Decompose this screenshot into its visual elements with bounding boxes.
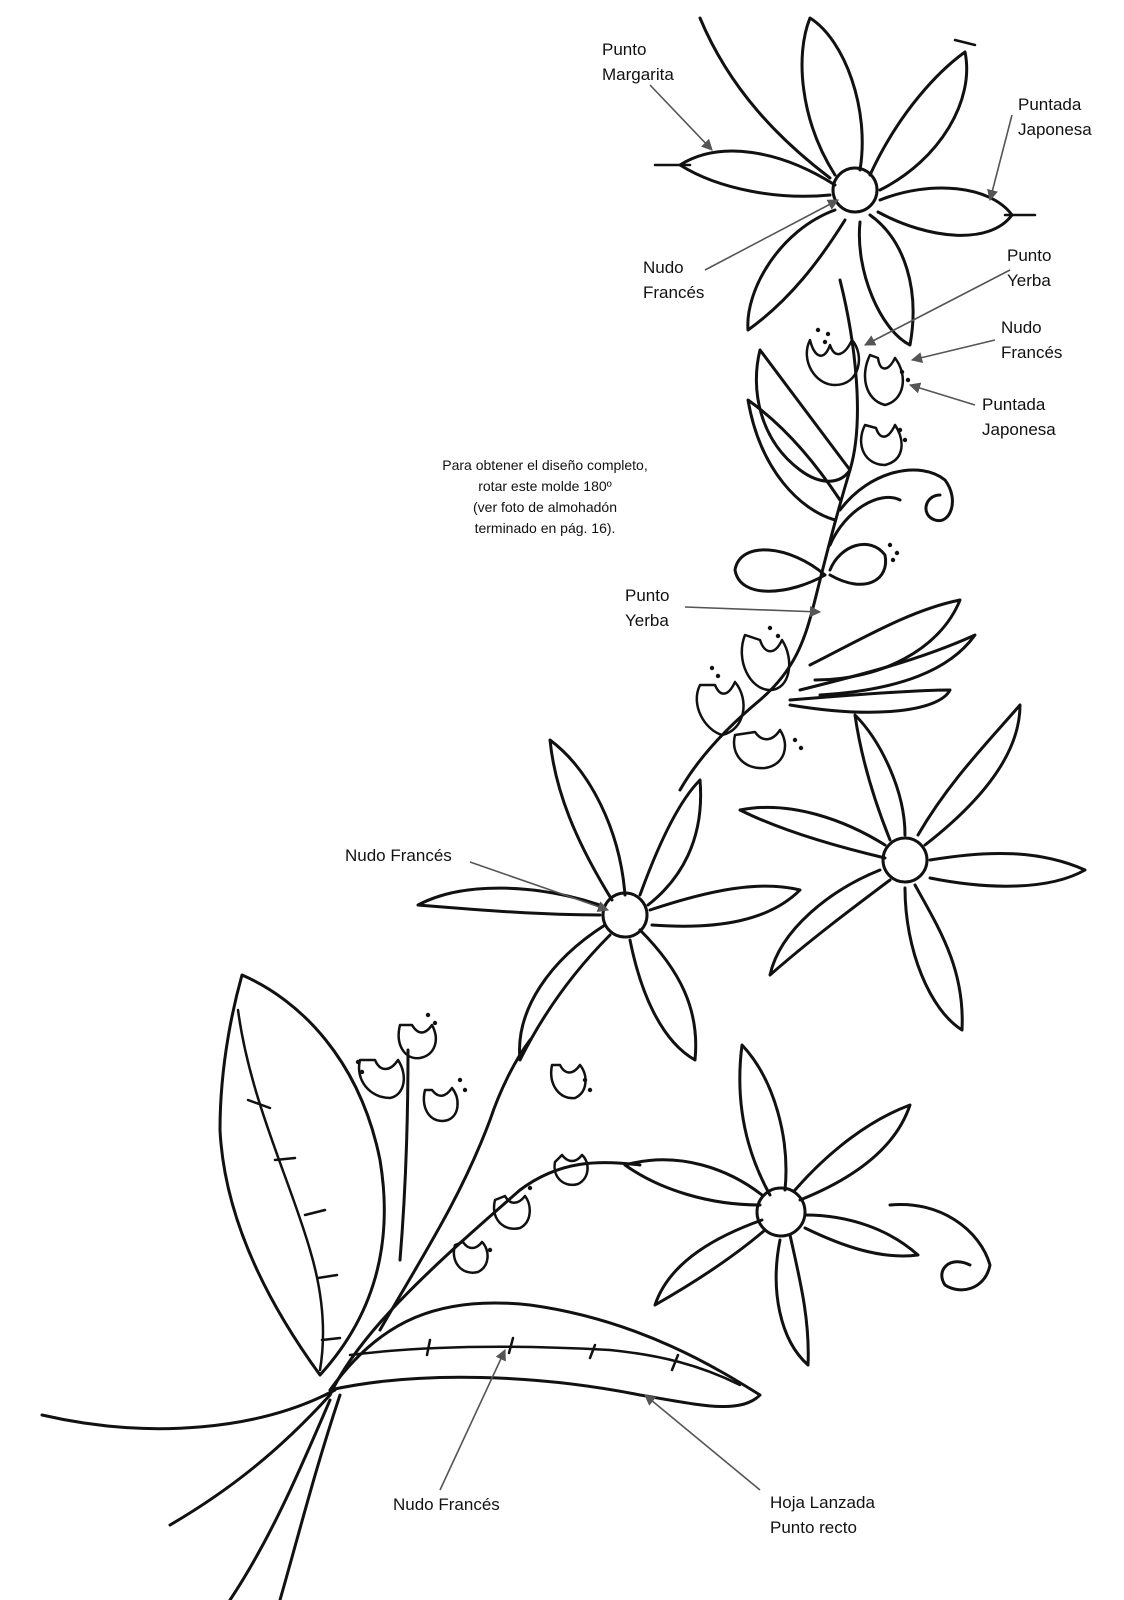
flower-bottom [625, 1045, 990, 1365]
label-nudo-frances-top: Nudo Francés [643, 258, 705, 302]
label-punto-yerba-top: Punto Yerba [1007, 246, 1052, 290]
loop-leaf-right [830, 544, 886, 584]
label-nudo-frances-right: Nudo Francés [1001, 318, 1063, 362]
loop-leaf-left [735, 550, 825, 591]
flower-right [740, 705, 1085, 1030]
label-nudo-frances-bottom: Nudo Francés [393, 1495, 500, 1514]
label-punto-yerba-mid: Punto Yerba [625, 586, 670, 630]
label-puntada-japonesa-top: Puntada Japonesa [1018, 95, 1092, 139]
label-hoja-lanzada: Hoja Lanzada Punto recto [770, 1493, 875, 1537]
main-stem [680, 280, 857, 790]
leaf-heart-right [840, 470, 952, 521]
label-nudo-frances-mid: Nudo Francés [345, 846, 452, 865]
buds-bottom [356, 1013, 592, 1273]
leaf-mid-right-3 [790, 690, 950, 712]
leaf-bottom-left [220, 975, 384, 1375]
flower-middle [418, 740, 800, 1060]
label-punto-margarita: Punto Margarita [602, 40, 674, 84]
leaf-hoja-lanzada [330, 1303, 760, 1407]
stem-lower-1 [42, 1390, 335, 1429]
stem-lower-3 [230, 1400, 330, 1600]
label-puntada-japonesa-right: Puntada Japonesa [982, 395, 1056, 439]
stem-lower-5 [330, 1163, 640, 1395]
instruction-note: Para obtener el diseño completo, rotar este molde 180º (ver foto de almohadón terminado en pág. 16). [442, 457, 648, 536]
leaf-mid-right-2 [800, 635, 975, 695]
stem-lower-4 [280, 1395, 340, 1600]
